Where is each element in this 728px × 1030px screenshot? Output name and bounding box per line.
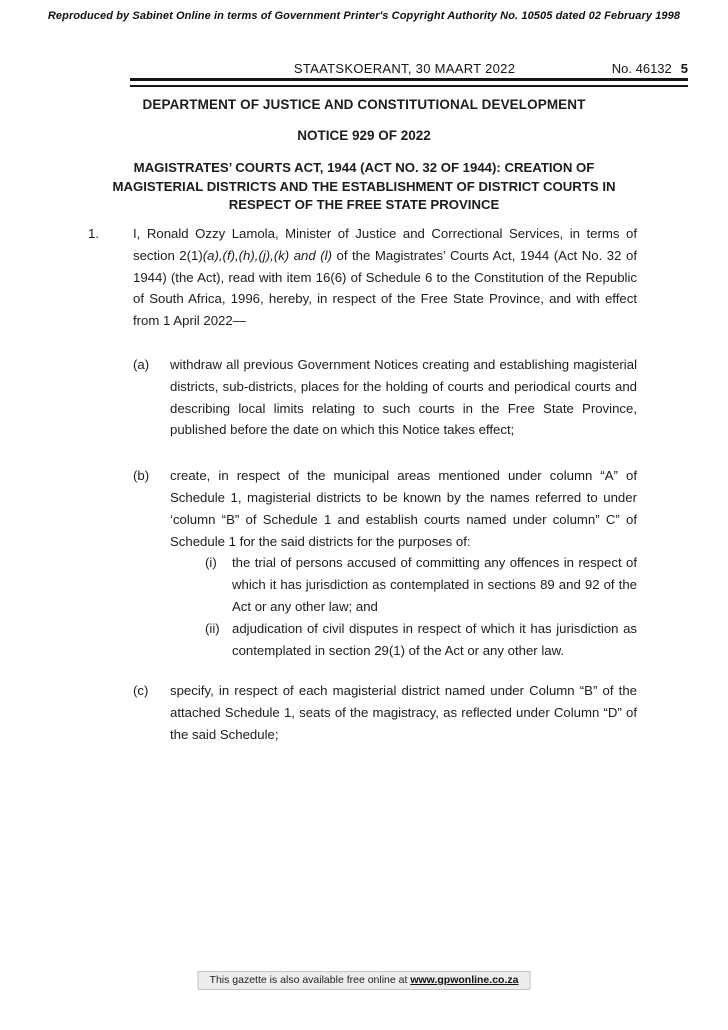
paragraph-1-text-start: I, Ronald Ozzy Lamola, Minister of Justice and Correctional Services, in terms of section 2(1)	[133, 226, 637, 263]
masthead-rule-thin	[130, 85, 688, 87]
list-subitem-ii-text: adjudication of civil disputes in respect of which it has jurisdiction as contemplated in section 29(1) of the Act or any other law.	[232, 620, 637, 658]
list-subitem-ii-label: (ii)	[205, 620, 220, 636]
list-item-c-text: specify, in respect of each magisterial district named under Column “B” of the attached Schedule 1, seats of the magistracy, as reflected under Column “D” of the said Schedule;	[170, 683, 637, 742]
list-item-b-text: create, in respect of the municipal areas mentioned under column “A” of Schedule 1, magisterial districts to be known by the names referred to under ‘column “B” of Schedule 1 and establish courts named under column” C” of Schedule 1 for the said districts for the purposes of:	[170, 468, 637, 549]
copyright-line: Reproduced by Sabinet Online in terms of Government Printer's Copyright Authority No. 10505 dated 02 February 1998	[47, 10, 681, 22]
paragraph-1-text	[133, 223, 637, 332]
masthead-rule-thick	[130, 78, 688, 81]
list-item-b-label: (b)	[133, 468, 150, 484]
footer-availability-text: This gazette is also available free online at	[209, 974, 411, 986]
footer-availability-bar	[198, 971, 531, 990]
list-item-c-label: (c)	[133, 683, 149, 699]
notice-body	[88, 223, 637, 746]
list-item-c	[133, 680, 637, 745]
act-title-line-2: MAGISTERIAL DISTRICTS AND THE ESTABLISHMENT OF DISTRICT COURTS IN	[112, 178, 616, 194]
paragraph-1-text-end: of the Magistrates’ Courts Act, 1944 (Act No. 32 of 1944) (the Act), read with item 16(6) of Schedule 6 to the Constitution of the Republic of South Africa, 1996, hereby, in respect of the Free State Province, and with effect from 1 April 2022—	[133, 247, 637, 329]
department-heading: DEPARTMENT OF JUSTICE AND CONSTITUTIONAL DEVELOPMENT	[142, 97, 586, 112]
paragraph-1	[88, 223, 637, 332]
paragraph-1-number: 1.	[88, 226, 99, 241]
list-item-a-label: (a)	[133, 356, 150, 372]
page-number: 5	[680, 61, 688, 76]
list-item-a	[133, 354, 637, 441]
act-title-line-3: RESPECT OF THE FREE STATE PROVINCE	[228, 197, 500, 212]
list-subitem-i-text: the trial of persons accused of committing any offences in respect of which it has jurisdiction as contemplated in sections 89 and 92 of the Act or any other law; and	[232, 555, 637, 614]
list-subitem-ii	[205, 618, 637, 662]
list-subitem-i-label: (i)	[205, 555, 217, 571]
gazette-url-link[interactable]: www.gpwonline.co.za	[410, 974, 519, 986]
act-title-line-1: MAGISTRATES’ COURTS ACT, 1944 (ACT NO. 32 OF 1944): CREATION OF	[133, 160, 595, 175]
paragraph-1-text-italic: (a),(f),(h),(j),(k) and (l)	[202, 247, 332, 263]
list-item-a-text: withdraw all previous Government Notices creating and establishing magisterial districts, sub-districts, places for the holding of courts and periodical courts and describing local limits relating to such courts in the Free State Province, published before the date on which this Notice takes effect;	[170, 356, 637, 438]
masthead	[130, 61, 688, 77]
notice-number-heading: NOTICE 929 OF 2022	[297, 128, 431, 143]
masthead-title: STAATSKOERANT, 30 MAART 2022	[293, 61, 516, 76]
issue-and-page	[612, 61, 688, 76]
issue-number: No. 46132	[611, 61, 672, 76]
list-item-b	[133, 465, 637, 661]
list-subitem-i	[205, 552, 637, 617]
act-title	[40, 159, 688, 215]
